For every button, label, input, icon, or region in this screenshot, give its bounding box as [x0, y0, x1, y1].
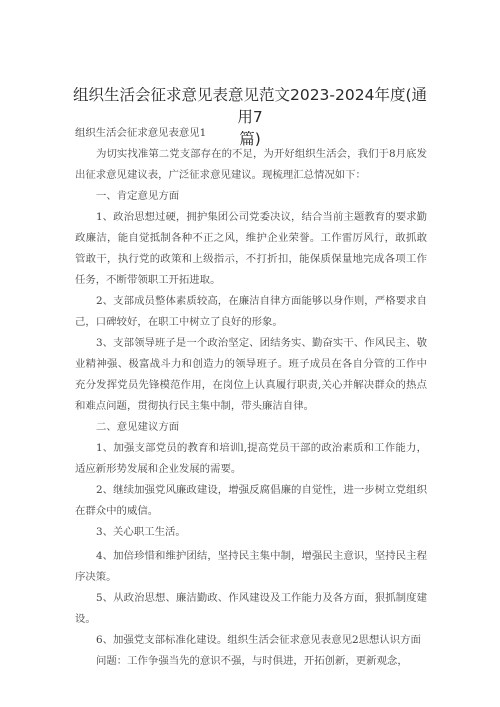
title-line-2: 篇): [239, 130, 261, 148]
paragraph: 2、继续加强党风廉政建设，增强反腐倡廉的自觉性，进一步树立党组织在群众中的威信。: [75, 484, 427, 517]
paragraph: 5、从政治思想、廉洁勤政、作风建设及工作能力及各方面，狠抓制度建设。: [75, 592, 427, 625]
paragraph: 3、支部领导班子是一个政治坚定、团结务实、勤奋实干、作风民主、敬业精神强、极富战斗力和创造力的领导班子。班子成员在各自分管的工作中充分发挥党员先锋模范作用，在岗位上认真履行职责,关心并解决群众的热点和难点问题，贯彻执行民主集中制，带头廉洁自律。: [75, 337, 427, 412]
subsection-heading: 二、意见建议方面: [96, 421, 180, 433]
paragraph: 4、加倍珍惜和维护团结，坚持民主集中制，增强民主意识，坚持民主程序决策。: [75, 550, 427, 583]
section-heading: 组织生活会征求意见表意见1: [75, 127, 207, 139]
paragraph: 1、加强支部党员的教育和培训l,提高党员干部的政治素质和工作能力，适应新形势发展和企业发展的需要。: [75, 442, 427, 475]
subsection-heading: 一、肯定意见方面: [96, 190, 180, 202]
paragraph: 问题：工作争强当先的意识不强，与时俱进，开拓创新，更新观念，: [96, 655, 408, 667]
document-body: [75, 123, 427, 672]
paragraph: 为切实找准第二党支部存在的不足，为开好组织生活会，我们于8月底发出征求意见建议表，广泛征求意见建议。现梳理汇总情况如下：: [75, 148, 427, 181]
paragraph: 1、政治思想过硬，拥护集团公司党委决议，结合当前主题教育的要求勤政廉洁，能自觉抵制各种不正之风，维护企业荣誉。工作雷厉风行，敢抓敢管敢干，执行党的政策和上级指示，不打折扣，能保质保量地完成各项工作任务，不断带领职工开拓进取。: [75, 211, 427, 286]
title-line-1: 组织生活会征求意见表意见范文2023-2024年度(通用7: [72, 86, 428, 126]
paragraph: 3、关心职工生活。: [96, 526, 186, 538]
paragraph: 2、支部成员整体素质较高，在廉洁自律方面能够以身作则，严格要求自己，口碑较好，在职工中树立了良好的形象。: [75, 295, 427, 328]
paragraph: 6、加强党支部标准化建设。组织生活会征求意见表意见2思想认识方面: [96, 634, 421, 646]
